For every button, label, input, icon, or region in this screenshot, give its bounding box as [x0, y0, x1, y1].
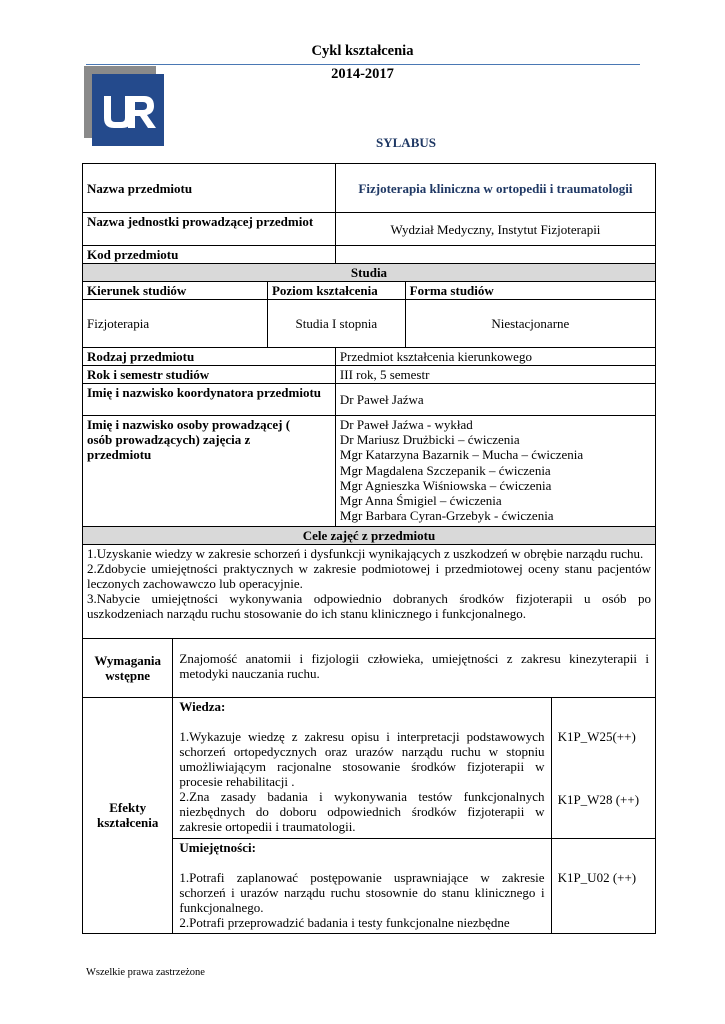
teacher-item: Dr Paweł Jaźwa - wykład — [339, 417, 473, 432]
studies-header: Studia — [83, 264, 656, 282]
cycle-title: Cykl kształcenia — [311, 43, 414, 59]
skills-header: Umiejętności: — [179, 839, 256, 855]
skills-item-2: 2.Potrafi przeprowadzić badania i testy funkcjonalne niezbędne — [179, 914, 510, 930]
field-value: Fizjoterapia — [83, 300, 268, 348]
skills-item-1: 1.Potrafi zaplanować postępowanie usprawniające w zakresie schorzeń i urazów narządu ruchu stosownie do stanu klinicznego i funkcjonalnego. — [179, 869, 545, 915]
teacher-item: Mgr Anna Śmigiel – ćwiczenia — [339, 493, 502, 509]
knowledge-cell — [173, 697, 551, 838]
university-logo — [84, 66, 164, 146]
teacher-item: Mgr Agnieszka Wiśniowska – ćwiczenia — [339, 477, 552, 493]
header-divider — [86, 64, 640, 65]
goals-header: Cele zajęć z przedmiotu — [83, 527, 656, 545]
knowledge-item-2: 2.Zna zasady badania i wykonywania testów funkcjonalnych niezbędnych do doboru odpowiednich środków fizjoterapii w zakresie ortopedii i traumatologii. — [179, 788, 545, 834]
skills-codes — [551, 838, 655, 933]
cycle-years: 2014-2017 — [331, 66, 394, 82]
outcomes-label: Efekty kształcenia — [83, 697, 173, 933]
unit-label: Nazwa jednostki prowadzącej przedmiot — [83, 213, 336, 246]
type-value: Przedmiot kształcenia kierunkowego — [335, 348, 655, 366]
knowledge-header: Wiedza: — [179, 698, 226, 714]
teacher-item: Mgr Barbara Cyran-Grzebyk - ćwiczenia — [339, 508, 554, 524]
type-label: Rodzaj przedmiotu — [83, 348, 336, 366]
knowledge-code-2: K1P_W28 (++) — [557, 791, 640, 807]
subject-name-value: Fizjoterapia kliniczna w ortopedii i traumatologii — [335, 164, 655, 213]
requirements-label: Wymagania wstępne — [83, 639, 173, 697]
code-value — [335, 246, 655, 264]
teacher-item: Dr Mariusz Drużbicki – ćwiczenia — [339, 432, 520, 448]
subject-name-label: Nazwa przedmiotu — [83, 164, 336, 213]
goal-item: 1.Uzyskanie wiedzy w zakresie schorzeń i dysfunkcji wynikających z uszkodzeń w obrębie narządu ruchu. — [87, 546, 644, 561]
code-label: Kod przedmiotu — [83, 246, 336, 264]
skills-code-1: K1P_U02 (++) — [557, 869, 637, 885]
year-value: III rok, 5 semestr — [335, 366, 655, 384]
document-type: SYLABUS — [376, 135, 436, 150]
teacher-item: Mgr Magdalena Szczepanik – ćwiczenia — [339, 462, 551, 478]
teachers-list — [335, 416, 655, 527]
coordinator-value: Dr Paweł Jaźwa — [335, 384, 655, 416]
goal-item: 3.Nabycie umiejętności wykonywania odpowiednio dobranych środków fizjoterapii u osób po uszkodzeniach narządu ruchu stosowanie do ich stanu klinicznego i funkcjonalnego. — [87, 591, 651, 621]
field-label: Kierunek studiów — [83, 282, 268, 300]
teachers-label: Imię i nazwisko osoby prowadzącej ( osób prowadzących) zajęcia z przedmiotu — [83, 416, 336, 527]
goal-item: 2.Zdobycie umiejętności praktycznych w zakresie podmiotowej i przedmiotowej oceny stanu pacjentów leczonych zachowawczo lub operacyjnie. — [87, 561, 651, 591]
knowledge-codes — [551, 697, 655, 838]
teacher-item: Mgr Katarzyna Bazarnik – Mucha – ćwiczenia — [339, 447, 584, 463]
knowledge-code-1: K1P_W25(++) — [557, 728, 636, 744]
level-label: Poziom kształcenia — [267, 282, 405, 300]
level-value: Studia I stopnia — [267, 300, 405, 348]
coordinator-label: Imię i nazwisko koordynatora przedmiotu — [83, 384, 336, 416]
form-label: Forma studiów — [405, 282, 655, 300]
form-value: Niestacjonarne — [405, 300, 655, 348]
knowledge-item-1: 1.Wykazuje wiedzę z zakresu opisu i interpretacji podstawowych schorzeń ortopedycznych oraz urazów narządu ruchu w stopniu umożliwiającym racjonalne stosowanie środków fizjoterapii w procesie rehabilitacji . — [179, 728, 545, 789]
syllabus-table — [82, 163, 656, 934]
year-label: Rok i semestr studiów — [83, 366, 336, 384]
unit-value: Wydział Medyczny, Instytut Fizjoterapii — [335, 213, 655, 246]
goals-list — [83, 545, 656, 639]
requirements-value: Znajomość anatomii i fizjologii człowieka, umiejętności z zakresu kinezyterapii i metodyki nauczania ruchu. — [179, 651, 649, 681]
skills-cell — [173, 838, 551, 933]
footer-copyright: Wszelkie prawa zastrzeżone — [86, 967, 205, 978]
